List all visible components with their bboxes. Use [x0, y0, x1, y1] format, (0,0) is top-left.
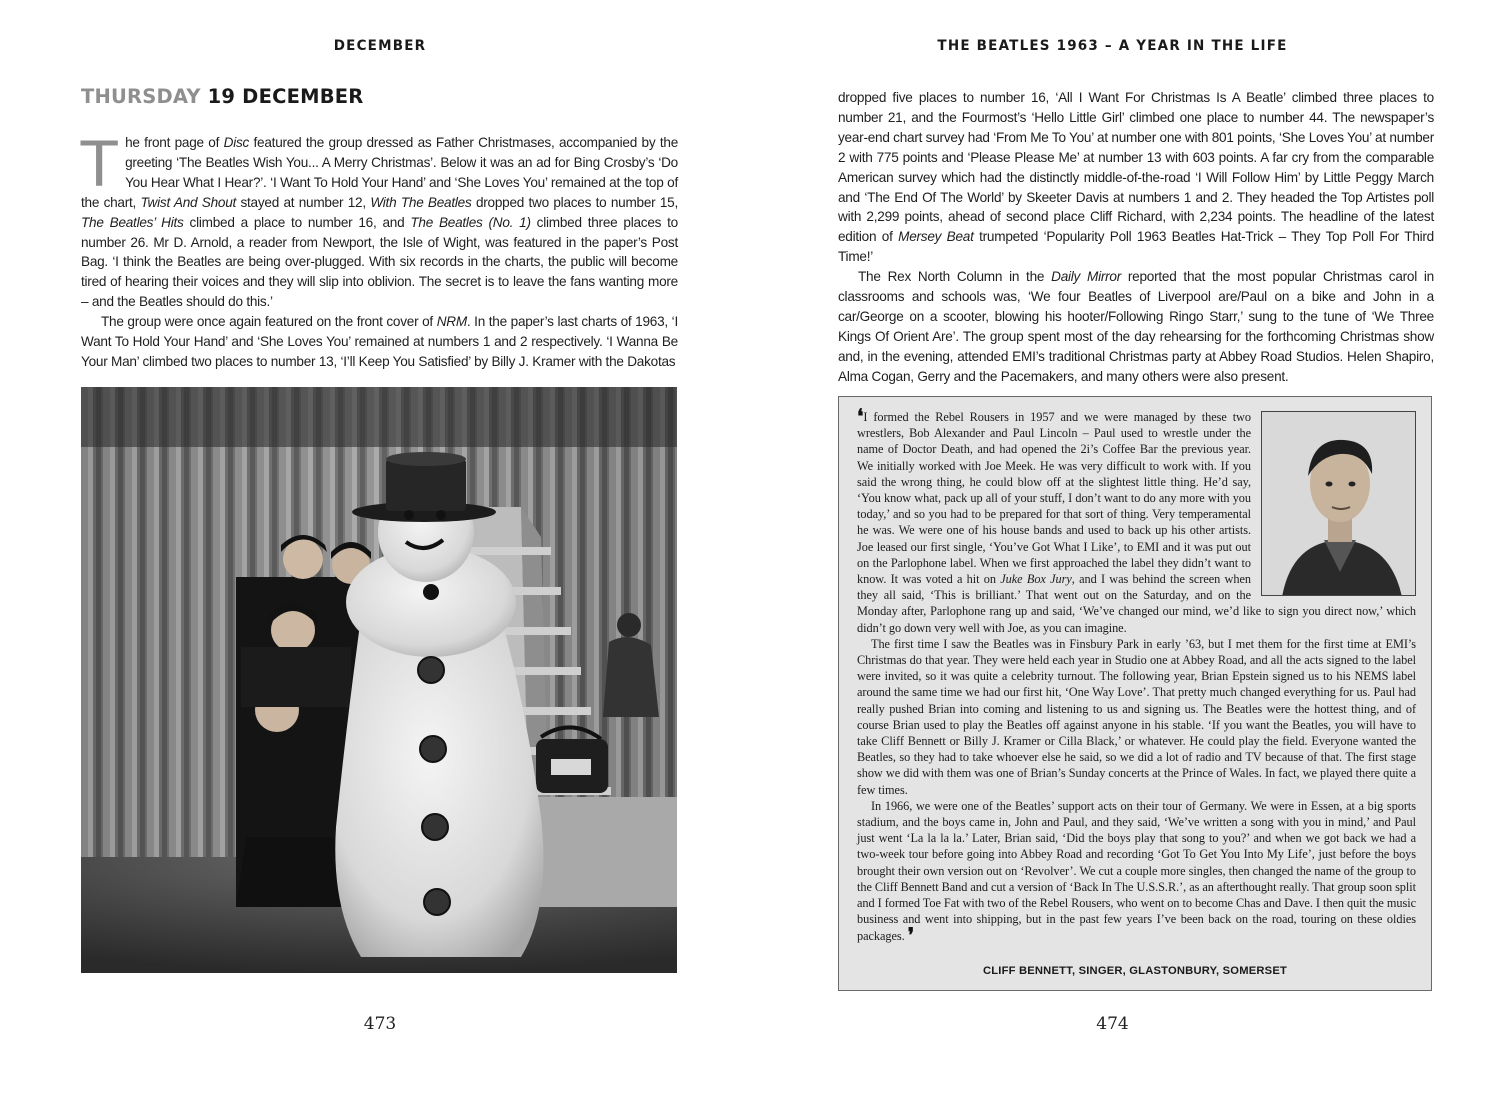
drop-cap: T — [79, 126, 120, 200]
running-head-left: DECEMBER — [333, 37, 427, 55]
cliff-bennett-portrait — [1261, 411, 1416, 596]
day-heading-date: 19 DECEMBER — [207, 85, 364, 108]
quote-text — [857, 404, 1416, 947]
right-body-text — [838, 88, 1434, 387]
page-number-right: 474 — [1096, 1014, 1129, 1034]
quote-box — [838, 396, 1432, 991]
open-quote-icon: ❛ — [857, 404, 864, 428]
day-heading-weekday: THURSDAY — [81, 85, 201, 108]
quote-paragraph: The first time I saw the Beatles was in Finsbury Park in early ’63, but I met them for the first time at EMI’s Christmas do that year. They were held each year in Studio one at Abbey Road, and all the acts signed to the label were invited, so it was quite a celebrity turnout. The following year, Brian Epstein signed us to his NEMS label around the same time we had our first hit, ‘One Way Love’. That pretty much changed everything for us. Paul had really pushed Brian into coming and listening to us and signing us. The Beatles were the hottest thing, and of course Brian used to play the Beatles off against anyone in his stable. ‘If you want the Beatles, you will have to take Cliff Bennett or Billy J. Kramer or Cilla Black,’ or whatever. He could play the field. Everyone wanted the Beatles, so they had to take whoever else he said, so we did a lot of radio and TV because of that. The first stage show we did with them was one of Brian’s Sunday concerts at the Prince of Wales. In fact, we played there quite a few times. — [857, 636, 1416, 797]
paragraph: The group were once again featured on the front cover of NRM. In the paper’s last charts of 1963, ‘I Want To Hold Your Hand’ and ‘She Loves You’ remained at numbers 1 and 2 respectively. ‘I Wanna Be Your Man’ climbed two places to number 13, ‘I’ll Keep You Satisfied’ by Billy J. Kramer with the Dakotas — [81, 314, 678, 369]
close-quote-icon: ❜ — [907, 922, 915, 947]
quote-attribution: CLIFF BENNETT, SINGER, GLASTONBURY, SOMERSET — [982, 965, 1288, 977]
quote-paragraph: In 1966, we were one of the Beatles’ support acts on their tour of Germany. We were in Essen, at a big sports stadium, and the boys came in, John and Paul, and they said, ‘We’ve written a song with you in mind,’ and Paul just went ‘La la la la.’ Later, Brian said, ‘Did the boys play that song to you?’ and when we got back we had a two-week tour before going into Abbey Road and recording ‘Got To Get You Into My Life’, just before the boys brought their own version out on ‘Revolver’. We cut a couple more singles, then changed the name of the group to the Cliff Bennett Band and cut a version of ‘Back In The U.S.S.R.’, as an afterthought really. That group soon split and I formed Toe Fat with two of the Rebel Rousers, who went on to become Chas and Dave. I then quit the music business and went into shipping, but in the past few years I’ve been back on the road, touring on these oldies packages. ❜ — [857, 798, 1416, 947]
beatles-snowman-photo — [81, 387, 677, 973]
paragraph: dropped five places to number 16, ‘All I Want For Christmas Is A Beatle’ climbed three places to number 21, and the Fourmost’s ‘Hello Little Girl’ climbed one place to number 44. The newspaper’s year-end chart survey had ‘From Me To You’ at number one with 801 points, ‘She Loves You’ at number 2 with 775 points and ‘Please Please Me’ at number 13 with 603 points. A far cry from the comparable American survey which had the distinctly middle-of-the-road ‘I Will Follow Him’ by Little Peggy March and ‘The End Of The World’ by Skeeter Davis at numbers 1 and 2. They headed the Top Artistes poll with 2,299 points, ahead of second place Cliff Richard, with 2,234 points. The headline of the latest edition of Mersey Beat trumpeted ‘Popularity Poll 1963 Beatles Hat-Trick – They Top Poll For Third Time!’ — [838, 90, 1434, 265]
paragraph: The Rex North Column in the Daily Mirror reported that the most popular Christmas carol in classrooms and schools was, ‘We four Beatles of Liverpool are/Paul on a bike and John in a car/George on a scooter, blowing his hooter/Following Ringo Starr,’ sung to the tune of ‘We Three Kings Of Orient Are’. The group spent most of the day rehearsing for the forthcoming Christmas show and, in the evening, attended EMI’s traditional Christmas party at Abbey Road Studios. Helen Shapiro, Alma Cogan, Gerry and the Pacemakers, and many others were also present. — [838, 269, 1434, 384]
quote-paragraph: ❛I formed the Rebel Rousers in 1957 and we were managed by these two wrestlers, Bob Alexander and Paul Lincoln – Paul used to wrestle under the name of Doctor Death, and had opened the 2i’s Coffee Bar the previous year. We initially worked with Joe Meek. He was very difficult to work with. If you said the wrong thing, he could blow off at the slightest little thing. He’d say, ‘You know what, pack up all of your stuff, I don’t want to do any more with you today,’ and so you had to be prepared for that sort of thing. Very temperamental he was. We were one of his house bands and used to back up his other artists. Joe leased our first single, ‘You’ve Got What I Like’, to EMI and it was put out on the Parlophone label. When we first approached the label they didn’t want to know. It was voted a hit on Juke Box Jury, and I was behind the screen when they all said, ‘This is brilliant.’ That went out on the Saturday, and on the Monday after, Parlophone rang up and said, ‘We’ve changed our mind, we’d like to sign you direct now,’ which didn’t go down very well with Joe, as you can imagine. — [857, 404, 1416, 635]
page-number-left: 473 — [363, 1014, 397, 1034]
paragraph: The front page of Disc featured the group dressed as Father Christmases, accompanied by the greeting ‘The Beatles Wish You... A Merry Christmas’. Below it was an ad for Bing Crosby’s ‘Do You Hear What I Hear?’. ‘I Want To Hold Your Hand’ and ‘She Loves You’ remained at the top of the chart, Twist And Shout stayed at number 12, With The Beatles dropped two places to number 15, The Beatles’ Hits climbed a place to number 16, and The Beatles (No. 1) climbed three places to number 26. Mr D. Arnold, a reader from Newport, the Isle of Wight, was featured in the paper’s Post Bag. ‘I think the Beatles are being over-plugged. With six records in the charts, the public will become tired of hearing their voices and they will slip into oblivion. The secret is to leave the fans wanting more – and the Beatles should do this.’ — [79, 126, 679, 310]
left-body-text — [79, 126, 679, 372]
day-heading — [81, 85, 364, 108]
running-head-right: THE BEATLES 1963 – A YEAR IN THE LIFE — [937, 37, 1288, 55]
photo-illustration — [81, 387, 677, 973]
